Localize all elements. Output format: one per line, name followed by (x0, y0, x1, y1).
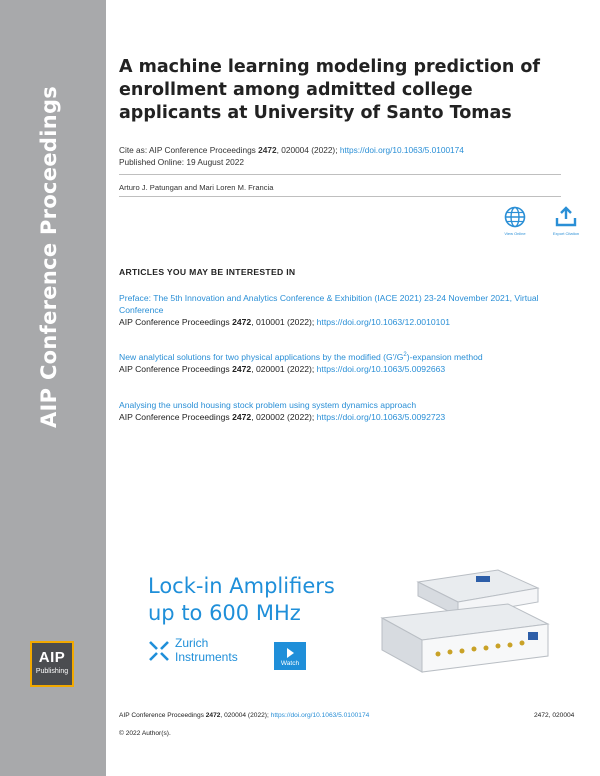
article-title: A machine learning modeling prediction of enrollment among admitted college applicants at University of Santo Tomas (119, 57, 540, 123)
related-article-citation: AIP Conference Proceedings 2472, 020001 (2022); https://doi.org/10.1063/5.0092663 (119, 363, 446, 374)
authors: Arturo J. Patungan and Mari Loren M. Francia (119, 183, 274, 192)
aip-publishing-logo[interactable] (30, 641, 74, 687)
export-icon (555, 206, 577, 228)
related-article-title[interactable]: New analytical solutions for two physical applications by the modified $(G'/G^2)$-expansion method (119, 351, 483, 362)
citation-line: Cite as: AIP Conference Proceedings 2472, 020004 (2022); https://doi.org/10.1063/5.0100174 (119, 145, 464, 155)
advertisement-banner[interactable] (138, 566, 558, 678)
article-doi-link[interactable]: https://doi.org/10.1063/5.0100174 (339, 145, 464, 155)
view-online-label: View Online (504, 231, 526, 236)
footer-citation: AIP Conference Proceedings 2472, 020004 (2022); https://doi.org/10.1063/5.0100174 (119, 712, 370, 719)
sidebar (0, 0, 106, 776)
divider (119, 196, 561, 197)
sidebar-journal-title: AIP Conference Proceedings (37, 85, 61, 428)
ad-subheadline: up to 600 MHz (148, 601, 301, 625)
footer-page-number: 2472, 020004 (534, 712, 575, 719)
related-article-doi-link[interactable]: https://doi.org/10.1063/5.0092663 (316, 363, 446, 374)
globe-icon (504, 206, 526, 228)
related-article-doi-link[interactable]: https://doi.org/10.1063/12.0010101 (316, 317, 450, 327)
related-article (119, 349, 565, 375)
export-citation-button[interactable] (546, 206, 586, 236)
footer-copyright: © 2022 Author(s). (119, 730, 171, 737)
published-date: Published Online: 19 August 2022 (119, 157, 245, 167)
watch-label: Watch (280, 660, 300, 667)
footer-doi-link[interactable]: https://doi.org/10.1063/5.0100174 (270, 712, 370, 719)
related-article (119, 292, 565, 328)
related-heading: ARTICLES YOU MAY BE INTERESTED IN (119, 267, 296, 277)
watch-button[interactable] (274, 642, 306, 670)
divider (119, 174, 561, 175)
related-article-title[interactable]: Analysing the unsold housing stock problem using system dynamics approach (119, 400, 417, 410)
zurich-logo-icon (148, 640, 170, 662)
ad-headline: Lock-in Amplifiers (148, 574, 335, 598)
lock-in-amplifier-device-image (378, 568, 550, 676)
related-article (119, 399, 565, 423)
logo-top-text: AIP (38, 649, 66, 666)
related-article-title[interactable]: Preface: The 5th Innovation and Analytics Conference & Exhibition (IACE 2021) 23-24 November 2021, Virtual Conference (119, 293, 539, 315)
related-article-citation: AIP Conference Proceedings 2472, 010001 (2022); https://doi.org/10.1063/12.0010101 (119, 317, 450, 327)
related-article-citation: AIP Conference Proceedings 2472, 020002 (2022); https://doi.org/10.1063/5.0092723 (119, 412, 446, 422)
ad-brand: Zurich Instruments (175, 636, 238, 664)
logo-bottom-text: Publishing (35, 668, 69, 675)
related-article-doi-link[interactable]: https://doi.org/10.1063/5.0092723 (316, 412, 446, 422)
view-online-button[interactable] (495, 206, 535, 236)
export-citation-label: Export Citation (552, 231, 580, 236)
play-icon (287, 648, 294, 658)
